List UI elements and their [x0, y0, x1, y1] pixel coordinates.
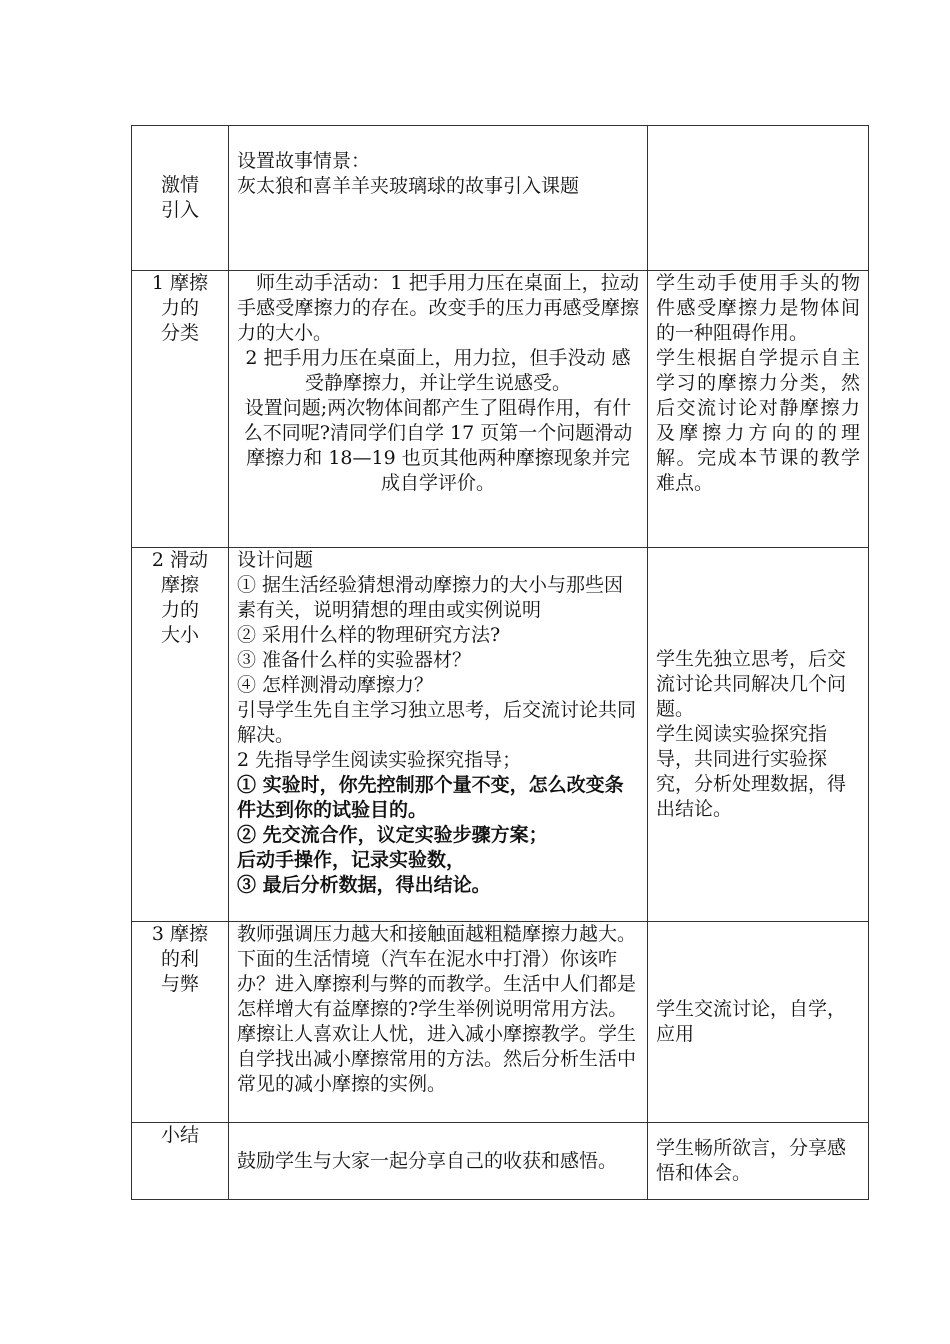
teacher-text: 灰太狼和喜羊羊夹玻璃球的故事引入课题 [237, 175, 580, 197]
student-text: 学生根据自学提示自主学习的摩擦力分类，然后交流讨论对静摩擦力及摩擦力方向的的理解。完成本节课的教学难点。 [656, 347, 860, 494]
teacher-text: 设计问题 [237, 549, 314, 571]
student-activity-cell [648, 922, 869, 1123]
student-activity-cell [648, 1123, 869, 1200]
table-row [132, 271, 869, 548]
stage-label: 小结 [160, 1124, 199, 1146]
stage-cell [132, 1123, 229, 1200]
student-text: 学生阅读实验探究指导，共同进行实验探究，分析处理数据，得出结论。 [656, 723, 847, 820]
student-activity-cell [648, 271, 869, 548]
teacher-activity-cell [229, 271, 648, 548]
stage-cell [132, 548, 229, 922]
stage-label: 大小 [160, 624, 199, 646]
teacher-activity-cell [229, 1123, 648, 1200]
student-activity-cell [648, 126, 869, 271]
teacher-text: 教师强调压力越大和接触面越粗糙摩擦力越大。下面的生活情境（汽车在泥水中打滑）你该咋办？进入摩擦利与弊的而教学。生活中人们都是怎样增大有益摩擦的?学生举例说明常用方法。摩擦让人喜欢让人忧，进入减小摩擦教学。学生自学找出减小摩擦常用的方法。然后分析生活中常见的减小摩擦的实例。 [237, 923, 637, 1095]
student-text: 学生交流讨论，自学，应用 [656, 998, 847, 1045]
teacher-text: 鼓励学生与大家一起分享自己的收获和感悟。 [237, 1149, 618, 1172]
stage-label: 力的 [160, 599, 199, 621]
teacher-activity-cell [229, 548, 648, 922]
student-activity-cell [648, 548, 869, 922]
teacher-text: ③ 准备什么样的实验器材？ [237, 649, 472, 671]
stage-label: 1 摩擦 [151, 272, 209, 294]
table-row [132, 548, 869, 922]
stage-label: 与弊 [160, 973, 199, 995]
teacher-text: ① 据生活经验猜想滑动摩擦力的大小与那些因素有关，说明猜想的理由或实例说明 [237, 574, 624, 621]
student-text: 学生畅所欲言，分享感悟和体会。 [656, 1137, 847, 1184]
lesson-plan-table [131, 125, 869, 1200]
stage-cell [132, 271, 229, 548]
table-row [132, 922, 869, 1123]
student-text: 学生先独立思考，后交流讨论共同解决几个问题。 [656, 648, 847, 720]
teacher-text-bold: ① 实验时，你先控制那个量不变，怎么改变条件达到你的试验目的。 [237, 774, 624, 821]
table-row [132, 126, 869, 271]
teacher-text: 设置故事情景： [237, 150, 371, 172]
teacher-text: 2 先指导学生阅读实验探究指导； [237, 749, 522, 771]
teacher-text: 引导学生先自主学习独立思考，后交流讨论共同解决。 [237, 699, 637, 746]
stage-label: 分类 [160, 322, 199, 344]
teacher-text: ② 采用什么样的物理研究方法? [237, 624, 501, 646]
stage-label: 3 摩擦 [151, 923, 209, 945]
stage-label: 力的 [160, 297, 199, 319]
teacher-activity-cell [229, 126, 648, 271]
teacher-text: 师生动手活动：1 把手用力压在桌面上，拉动手感受摩擦力的存在。改变手的压力再感受摩擦力的大小。 [237, 272, 639, 344]
teacher-text: 设置问题;两次物体间都产生了阻碍作用，有什么不同呢?清同学们自学 17 页第一个问题滑动摩擦力和 18—19 也页其他两种摩擦现象并完成自学评价。 [243, 397, 633, 494]
teacher-text-bold: ② 先交流合作，议定实验步骤方案； [237, 824, 548, 846]
teacher-activity-cell [229, 922, 648, 1123]
table-row [132, 1123, 869, 1200]
stage-label: 2 滑动 [151, 549, 209, 571]
teacher-text: ④ 怎样测滑动摩擦力？ [237, 674, 434, 696]
stage-label: 摩擦 [160, 574, 199, 596]
teacher-text: 2 把手用力压在桌面上，用力拉，但手没动 感受静摩擦力，并让学生说感受。 [245, 347, 631, 394]
stage-label: 引入 [160, 199, 199, 221]
stage-cell [132, 922, 229, 1123]
stage-cell [132, 126, 229, 271]
stage-label: 激情 [160, 174, 199, 196]
student-text: 学生动手使用手头的物件感受摩擦力是物体间的一种阻碍作用。 [656, 272, 860, 344]
stage-label: 的利 [160, 948, 199, 970]
teacher-text-bold: ③ 最后分析数据，得出结论。 [237, 874, 491, 896]
teacher-text-bold: 后动手操作，记录实验数， [237, 849, 466, 871]
